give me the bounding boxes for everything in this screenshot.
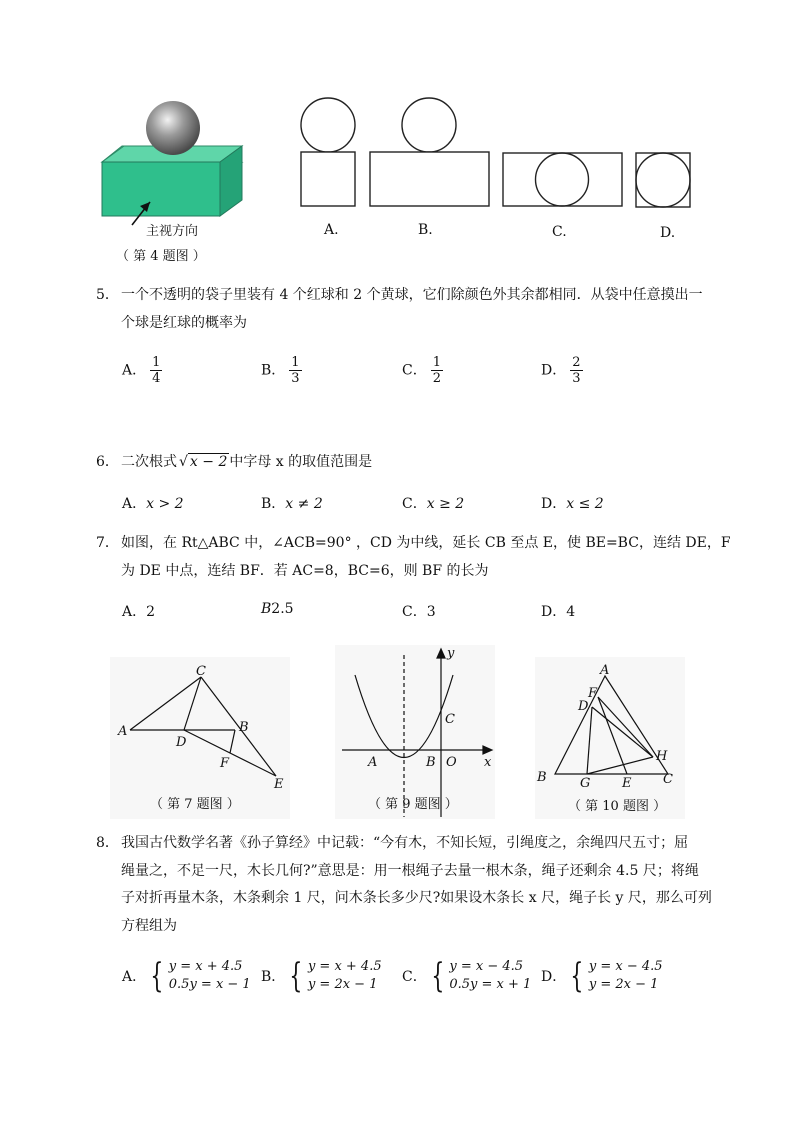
q7-line-2: 为 DE 中点，连结 BF．若 AC=8，BC=6，则 BF 的长为 — [121, 563, 489, 579]
figure-10-caption: （ 第 10 题图 ） — [568, 799, 667, 814]
figure-4-svg — [92, 90, 712, 270]
q6-option-c: C．x ≥ 2 — [402, 496, 465, 512]
equation-1: y = x + 4.5 — [307, 959, 382, 974]
denominator: 2 — [432, 371, 441, 386]
q6-stem — [121, 452, 372, 472]
q5-number: 5． — [96, 287, 119, 303]
option-label: B． — [261, 362, 286, 379]
q8-line-4: 方程组为 — [121, 918, 177, 934]
option-c-rect — [503, 153, 622, 206]
figure-4-caption: （ 第 4 题图 ） — [116, 249, 206, 264]
fig10-label-C: C — [663, 772, 673, 787]
fig10-label-H: H — [656, 749, 668, 764]
fig10-label-F: F — [588, 686, 598, 701]
fig7-label-B: B — [239, 720, 249, 735]
option-a-square — [301, 152, 355, 206]
q7-number: 7． — [96, 535, 119, 551]
fig9-label-B: B — [426, 755, 436, 770]
equation-2: 0.5y = x + 1 — [449, 977, 532, 992]
brace: { — [289, 956, 303, 996]
q8-line-2: 绳量之，不足一尺，木长几何?”意思是：用一根绳子去量一根木条，绳子还剩余 4.5 尺；将绳 — [121, 863, 699, 879]
fig10-label-A: A — [600, 663, 610, 678]
fig9-label-O: O — [446, 755, 457, 770]
q5-option-d — [541, 355, 583, 386]
fig9-label-C: C — [445, 712, 455, 727]
fig10-label-B: B — [537, 770, 547, 785]
q6-number: 6． — [96, 454, 119, 470]
q5-line-2: 个球是红球的概率为 — [121, 315, 247, 331]
option-label: B． — [261, 969, 286, 985]
q5-option-a — [122, 355, 162, 386]
q6-option-a: A．x > 2 — [122, 496, 184, 512]
fraction — [431, 355, 443, 386]
q5-option-c — [402, 355, 443, 386]
fig7-label-E: E — [274, 777, 284, 792]
fig4-option-c: C. — [552, 224, 567, 240]
numerator: 1 — [291, 355, 300, 370]
equation-2: y = 2x − 1 — [588, 977, 659, 992]
denominator: 4 — [152, 371, 161, 386]
equation-1: y = x − 4.5 — [449, 959, 524, 974]
denominator: 3 — [572, 371, 581, 386]
q6-option-d: D．x ≤ 2 — [541, 496, 604, 512]
q8-line-1: 我国古代数学名著《孙子算经》中记载：“今有木，不知长短，引绳度之，余绳四尺五寸；屈 — [121, 835, 689, 851]
figure-7-caption: （ 第 7 题图 ） — [150, 797, 240, 812]
brace: { — [570, 956, 584, 996]
q6-option-b: B．x ≠ 2 — [261, 496, 323, 512]
option-b-circle — [402, 98, 456, 152]
q7-line-1: 如图，在 Rt△ABC 中，∠ACB=90° ，CD 为中线，延长 CB 至点 E，使 BE=BC，连结 DE，F — [121, 535, 731, 551]
option-label: D． — [541, 362, 567, 379]
q5-option-b — [261, 355, 302, 386]
fig4-option-a: A. — [324, 222, 339, 238]
q8-option-a — [122, 958, 251, 994]
option-label: C． — [402, 969, 427, 985]
q7-option-b: B2.5 — [261, 601, 294, 617]
box-front-face — [102, 162, 220, 216]
brace: { — [150, 956, 164, 996]
q8-option-c — [402, 958, 531, 994]
equation-1: y = x + 4.5 — [168, 959, 243, 974]
fig9-label-x: x — [484, 755, 492, 770]
fraction — [150, 355, 162, 386]
fig10-label-D: D — [578, 699, 589, 714]
fig7-label-F: F — [220, 756, 230, 771]
option-label: A． — [122, 362, 147, 379]
q8-option-d — [541, 958, 663, 994]
q8-line-3: 子对折再量木条，木条剩余 1 尺，问木条长多少尺?如果设木条长 x 尺，绳子长 y 尺，那么可列 — [121, 890, 712, 906]
equation-2: y = 2x − 1 — [307, 977, 378, 992]
fig10-label-E: E — [622, 776, 632, 791]
view-direction-label: 主视方向 — [146, 224, 199, 239]
option-b-rect — [370, 152, 489, 206]
option-label: C． — [402, 362, 427, 379]
fig7-label-A: A — [118, 724, 128, 739]
numerator: 1 — [432, 355, 441, 370]
radicand: x − 2 — [189, 454, 228, 470]
figure-9-caption: （ 第 9 题图 ） — [368, 797, 458, 812]
q8-number: 8． — [96, 835, 119, 851]
fig9-label-y: y — [447, 646, 455, 661]
fig7-label-D: D — [176, 735, 187, 750]
fig10-label-G: G — [580, 776, 591, 791]
fig4-option-b: B. — [418, 222, 433, 238]
sqrt-sign: √ — [179, 454, 188, 470]
equation-2: 0.5y = x − 1 — [168, 977, 251, 992]
numerator: 2 — [572, 355, 581, 370]
fig4-option-d: D. — [660, 225, 676, 241]
q6-text-before: 二次根式 — [121, 454, 177, 470]
numerator: 1 — [152, 355, 161, 370]
q6-text-after: 中字母 x 的取值范围是 — [229, 454, 373, 470]
q7-option-c: C．3 — [402, 604, 436, 620]
figure-4 — [92, 90, 712, 270]
option-label: A． — [122, 969, 147, 985]
sphere — [146, 101, 200, 155]
fraction — [570, 355, 582, 386]
fig9-label-A: A — [368, 755, 378, 770]
q7-option-d: D．4 — [541, 604, 576, 620]
option-a-circle — [301, 98, 355, 152]
q7-option-a: A．2 — [122, 604, 156, 620]
brace: { — [431, 956, 445, 996]
fig7-label-C: C — [196, 664, 206, 679]
denominator: 3 — [291, 371, 300, 386]
figures-row — [110, 645, 710, 820]
equation-1: y = x − 4.5 — [588, 959, 663, 974]
q8-option-b — [261, 958, 382, 994]
fraction — [289, 355, 301, 386]
q5-line-1: 一个不透明的袋子里装有 4 个红球和 2 个黄球，它们除颜色外其余都相同．从袋中任意摸出一 — [121, 287, 703, 303]
option-label: D． — [541, 969, 567, 985]
